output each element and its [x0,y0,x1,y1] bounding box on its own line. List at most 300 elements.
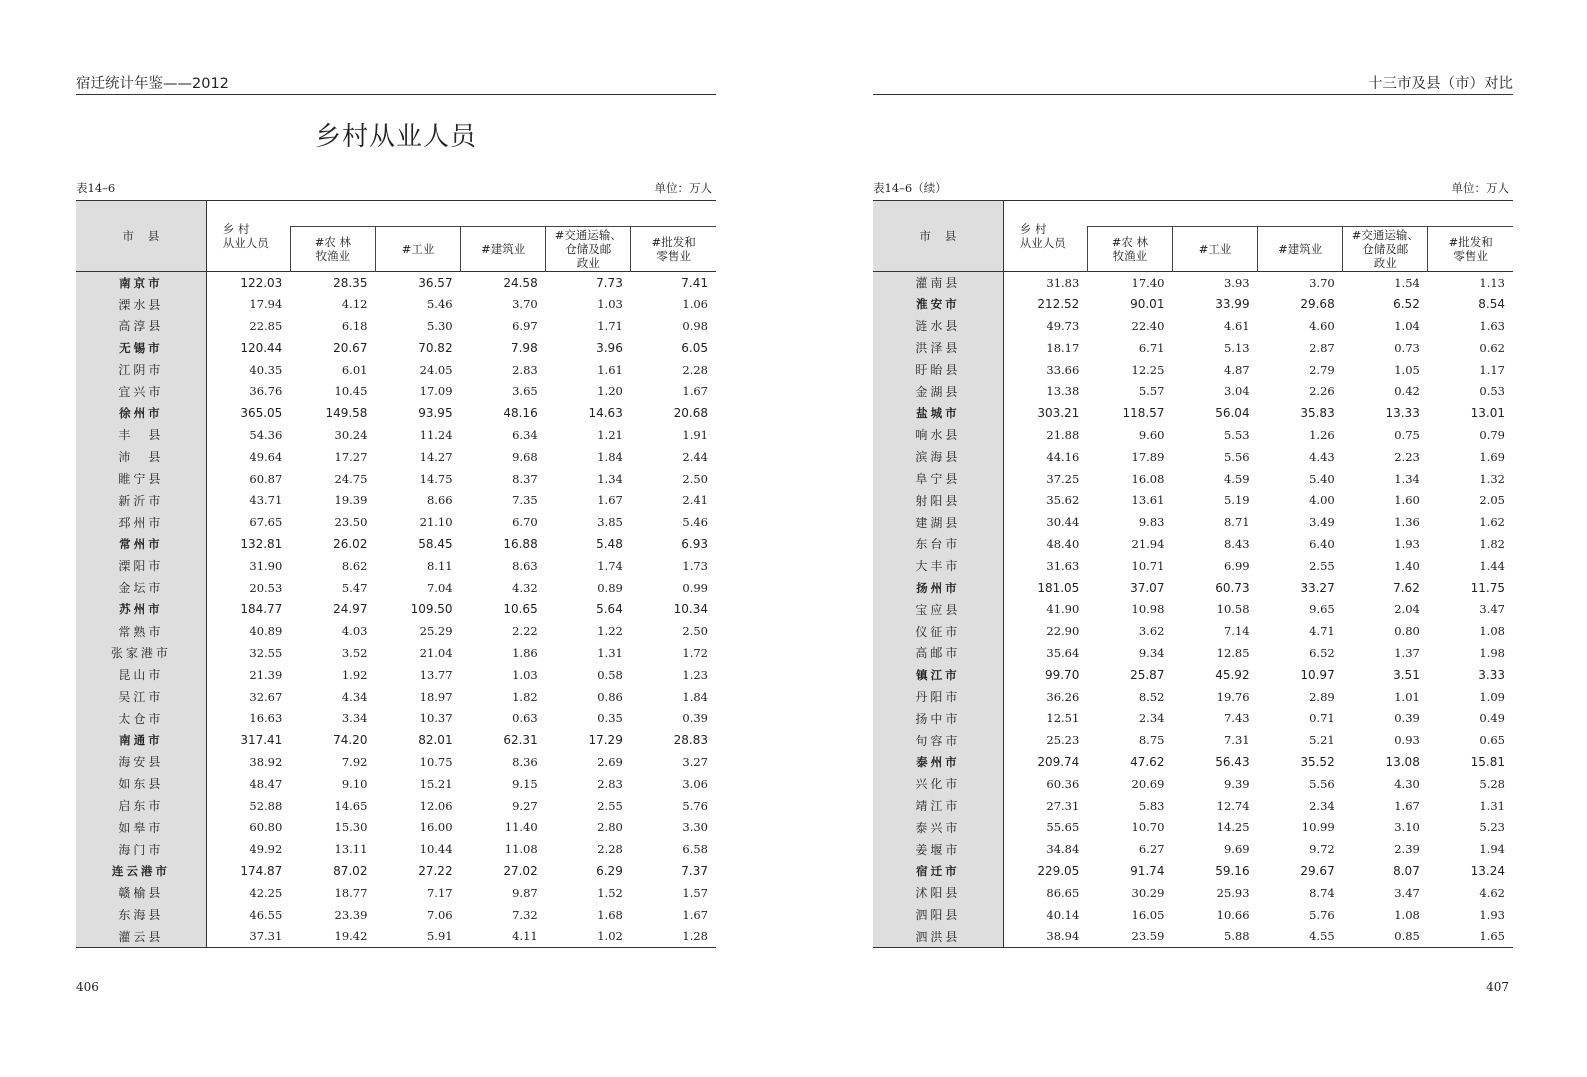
value-cell: 2.83 [512,362,538,377]
value-cell: 6.40 [1309,536,1335,551]
region-name: 高邮市 [873,642,1003,664]
region-name: 涟水县 [873,315,1003,337]
region-name: 泗阳县 [873,904,1003,926]
value-cell: 6.70 [512,515,538,530]
value-cell: 6.58 [682,842,708,857]
unit-label: 单位：万人 [1451,181,1509,195]
value-cell: 82.01 [418,733,453,748]
region-name: 启东市 [76,795,206,817]
value-cell: 5.40 [1309,471,1335,486]
value-cell: 4.62 [1479,885,1505,900]
value-cell: 14.63 [588,406,623,421]
value-cell: 1.22 [597,624,623,639]
value-cell: 1.84 [597,449,623,464]
value-cell: 5.30 [426,318,453,333]
value-cell: 29.67 [1300,863,1335,878]
table-row [873,838,1513,860]
value-cell: 1.82 [1479,536,1505,551]
value-cell: 9.27 [512,798,538,813]
value-cell: 10.70 [1131,820,1165,835]
value-cell: 122.03 [240,275,283,290]
value-cell: 56.04 [1215,406,1250,421]
region-name: 大丰市 [873,555,1003,577]
value-cell: 174.87 [240,863,283,878]
region-name: 泰兴市 [873,816,1003,838]
value-cell: 5.21 [1309,733,1335,748]
value-cell: 32.55 [249,645,283,660]
value-cell: 13.01 [1470,406,1505,421]
value-cell: 15.30 [334,820,368,835]
region-name: 连云港市 [76,860,206,882]
value-cell: 2.79 [1309,362,1335,377]
value-cell: 40.89 [249,624,283,639]
region-name: 宿迁市 [873,860,1003,882]
value-cell: 0.58 [597,667,623,682]
value-cell: 6.71 [1138,340,1165,355]
value-cell: 9.60 [1138,427,1165,442]
value-cell: 0.89 [597,580,623,595]
region-name: 如皋市 [76,816,206,838]
value-cell: 5.28 [1479,776,1505,791]
value-cell: 2.39 [1394,842,1420,857]
region-name: 兴化市 [873,773,1003,795]
value-cell: 9.10 [341,776,368,791]
value-cell: 33.66 [1046,362,1080,377]
header-spacer [1087,201,1513,227]
value-cell: 10.66 [1216,907,1250,922]
value-cell: 317.41 [240,733,283,748]
value-cell: 2.26 [1309,384,1335,399]
value-cell: 25.23 [1046,733,1080,748]
table-row [873,359,1513,381]
value-cell: 7.43 [1223,711,1250,726]
value-cell: 9.87 [512,885,538,900]
region-name: 沛 县 [76,446,206,468]
value-cell: 1.21 [597,427,623,442]
book-title: 宿迁统计年鉴——2012 [76,76,229,92]
value-cell: 8.66 [426,493,453,508]
table-row [76,729,716,751]
value-cell: 7.62 [1393,580,1420,595]
value-cell: 209.74 [1037,754,1080,769]
value-cell: 6.05 [681,340,708,355]
table-row [873,380,1513,402]
value-cell: 35.64 [1046,645,1080,660]
value-cell: 0.42 [1394,384,1420,399]
table-row [76,838,716,860]
region-name: 睢宁县 [76,468,206,490]
value-cell: 13.08 [1385,754,1420,769]
value-cell: 59.16 [1215,863,1250,878]
value-cell: 27.02 [503,863,538,878]
value-cell: 4.03 [341,624,368,639]
header-rural-employed: 乡 村 从业人员 [222,222,269,250]
value-cell: 7.98 [510,340,538,355]
region-name: 射阳县 [873,489,1003,511]
value-cell: 10.71 [1131,558,1165,573]
value-cell: 40.14 [1046,907,1080,922]
value-cell: 6.29 [596,863,623,878]
value-cell: 1.31 [597,645,623,660]
region-name: 海门市 [76,838,206,860]
value-cell: 10.99 [1301,820,1335,835]
value-cell: 20.53 [249,580,283,595]
value-cell: 55.65 [1046,820,1080,835]
value-cell: 17.89 [1131,449,1165,464]
value-cell: 1.02 [597,929,623,944]
value-cell: 9.34 [1138,645,1165,660]
value-cell: 1.36 [1394,515,1420,530]
unit-label: 单位：万人 [654,181,712,195]
table-row [76,620,716,642]
value-cell: 18.17 [1046,340,1080,355]
value-cell: 46.55 [249,907,283,922]
table-row [873,729,1513,751]
region-name: 泰州市 [873,751,1003,773]
header-col-2: #工业 [1172,227,1257,272]
value-cell: 25.93 [1216,885,1250,900]
value-cell: 1.73 [682,558,708,573]
region-name: 南通市 [76,729,206,751]
value-cell: 7.41 [681,275,708,290]
value-cell: 47.62 [1130,754,1165,769]
region-name: 盱眙县 [873,359,1003,381]
value-cell: 8.74 [1309,885,1335,900]
region-name: 南京市 [76,272,206,294]
value-cell: 8.54 [1478,297,1505,312]
table-row [873,686,1513,708]
value-cell: 2.83 [597,776,623,791]
value-cell: 1.32 [1479,471,1505,486]
value-cell: 36.26 [1046,689,1080,704]
value-cell: 5.13 [1223,340,1250,355]
region-name: 新沂市 [76,489,206,511]
value-cell: 9.15 [512,776,538,791]
value-cell: 1.26 [1309,427,1335,442]
value-cell: 5.53 [1223,427,1250,442]
value-cell: 4.12 [341,297,368,312]
value-cell: 6.97 [512,318,538,333]
value-cell: 17.40 [1131,275,1165,290]
region-name: 宜兴市 [76,380,206,402]
value-cell: 8.63 [512,558,538,573]
value-cell: 4.87 [1223,362,1250,377]
value-cell: 1.04 [1394,318,1420,333]
value-cell: 18.97 [419,689,453,704]
header-col-5: #批发和 零售业 [631,227,716,272]
value-cell: 30.24 [334,427,368,442]
table-number: 表14–6 [76,181,116,195]
value-cell: 9.65 [1309,602,1335,617]
region-name: 赣榆县 [76,882,206,904]
value-cell: 1.68 [597,907,623,922]
value-cell: 2.34 [1138,711,1165,726]
value-cell: 365.05 [240,406,283,421]
table-row [76,860,716,882]
table-meta-right [873,180,1513,196]
value-cell: 4.11 [512,929,538,944]
value-cell: 4.59 [1223,471,1250,486]
value-cell: 0.35 [597,711,623,726]
value-cell: 19.76 [1216,689,1250,704]
value-cell: 29.68 [1300,297,1335,312]
value-cell: 4.71 [1309,624,1335,639]
value-cell: 10.65 [503,602,538,617]
value-cell: 10.98 [1131,602,1165,617]
value-cell: 42.25 [249,885,283,900]
region-name: 沭阳县 [873,882,1003,904]
value-cell: 1.20 [597,384,623,399]
value-cell: 2.44 [682,449,708,464]
value-cell: 0.53 [1479,384,1505,399]
value-cell: 3.96 [596,340,623,355]
value-cell: 9.39 [1223,776,1250,791]
value-cell: 4.32 [512,580,538,595]
table-row [873,620,1513,642]
value-cell: 1.67 [597,493,623,508]
value-cell: 8.36 [512,754,538,769]
value-cell: 4.34 [341,689,368,704]
value-cell: 2.41 [682,493,708,508]
table-row [76,555,716,577]
value-cell: 0.73 [1394,340,1420,355]
value-cell: 2.87 [1309,340,1335,355]
table-row [76,511,716,533]
value-cell: 0.63 [512,711,538,726]
value-cell: 184.77 [240,602,283,617]
value-cell: 7.92 [341,754,368,769]
table-row [76,598,716,620]
value-cell: 1.54 [1394,275,1420,290]
value-cell: 132.81 [240,536,283,551]
value-cell: 21.39 [249,667,283,682]
value-cell: 2.34 [1309,798,1335,813]
value-cell: 8.37 [512,471,538,486]
value-cell: 28.83 [673,733,708,748]
value-cell: 36.76 [249,384,283,399]
value-cell: 1.67 [682,907,708,922]
table-row [873,489,1513,511]
value-cell: 3.47 [1394,885,1420,900]
value-cell: 1.17 [1479,362,1505,377]
region-name: 靖江市 [873,795,1003,817]
value-cell: 91.74 [1130,863,1165,878]
value-cell: 3.49 [1309,515,1335,530]
value-cell: 3.04 [1223,384,1250,399]
value-cell: 16.08 [1131,471,1165,486]
value-cell: 1.72 [682,645,708,660]
value-cell: 0.79 [1479,427,1505,442]
value-cell: 3.70 [1309,275,1335,290]
table-row [873,816,1513,838]
value-cell: 6.52 [1309,645,1335,660]
table-row [76,533,716,555]
value-cell: 22.40 [1131,318,1165,333]
value-cell: 4.43 [1309,449,1335,464]
value-cell: 6.18 [341,318,368,333]
value-cell: 21.88 [1046,427,1080,442]
value-cell: 2.05 [1479,493,1505,508]
region-name: 阜宁县 [873,468,1003,490]
value-cell: 2.55 [597,798,623,813]
value-cell: 10.37 [419,711,453,726]
region-name: 灌南县 [873,272,1003,294]
value-cell: 27.31 [1046,798,1080,813]
value-cell: 58.45 [418,536,453,551]
value-cell: 86.65 [1046,885,1080,900]
value-cell: 3.70 [512,297,538,312]
value-cell: 2.04 [1394,602,1420,617]
header-col-4: #交通运输、 仓储及邮 政业 [1343,227,1428,272]
value-cell: 60.80 [249,820,283,835]
table-row [873,555,1513,577]
value-cell: 60.73 [1215,580,1250,595]
value-cell: 20.67 [333,340,368,355]
table-row [76,773,716,795]
table-row [873,315,1513,337]
value-cell: 60.36 [1046,776,1080,791]
region-name: 太仓市 [76,707,206,729]
table-row [873,860,1513,882]
value-cell: 6.01 [341,362,368,377]
value-cell: 13.24 [1470,863,1505,878]
value-cell: 56.43 [1215,754,1250,769]
section-title: 十三市及县（市）对比 [1368,76,1513,92]
table-row [76,904,716,926]
value-cell: 181.05 [1037,580,1080,595]
value-cell: 1.86 [512,645,538,660]
value-cell: 10.45 [334,384,368,399]
value-cell: 48.47 [249,776,283,791]
value-cell: 9.68 [512,449,538,464]
value-cell: 7.04 [426,580,453,595]
value-cell: 3.62 [1138,624,1165,639]
header-col-3: #建筑业 [461,227,546,272]
value-cell: 90.01 [1130,297,1165,312]
value-cell: 13.61 [1131,493,1165,508]
value-cell: 229.05 [1037,863,1080,878]
value-cell: 22.85 [249,318,283,333]
value-cell: 8.11 [426,558,453,573]
value-cell: 28.35 [333,275,368,290]
region-name: 东台市 [873,533,1003,555]
region-name: 句容市 [873,729,1003,751]
value-cell: 1.23 [682,667,708,682]
right-page [873,0,1513,1077]
value-cell: 14.75 [419,471,453,486]
value-cell: 4.00 [1309,493,1335,508]
table-row [873,642,1513,664]
value-cell: 1.93 [1394,536,1420,551]
table-row [873,795,1513,817]
value-cell: 48.40 [1046,536,1080,551]
header-region: 市县 [76,201,206,272]
region-name: 灌云县 [76,925,206,947]
value-cell: 60.87 [249,471,283,486]
region-name: 邳州市 [76,511,206,533]
header-col-3: #建筑业 [1258,227,1343,272]
value-cell: 5.83 [1138,798,1165,813]
value-cell: 20.69 [1131,776,1165,791]
value-cell: 14.65 [334,798,368,813]
value-cell: 0.80 [1394,624,1420,639]
region-name: 无锡市 [76,337,206,359]
value-cell: 49.64 [249,449,283,464]
value-cell: 70.82 [418,340,453,355]
table-row [76,380,716,402]
value-cell: 26.02 [333,536,368,551]
page-title: 乡村从业人员 [314,122,477,152]
value-cell: 7.14 [1223,624,1250,639]
region-name: 建湖县 [873,511,1003,533]
region-name: 常州市 [76,533,206,555]
value-cell: 7.32 [512,907,538,922]
value-cell: 40.35 [249,362,283,377]
value-cell: 5.48 [596,536,623,551]
header-col-2: #工业 [375,227,460,272]
value-cell: 49.73 [1046,318,1080,333]
table-row [873,598,1513,620]
value-cell: 0.86 [597,689,623,704]
value-cell: 1.61 [597,362,623,377]
value-cell: 3.30 [682,820,708,835]
value-cell: 35.83 [1300,406,1335,421]
region-name: 宝应县 [873,598,1003,620]
value-cell: 0.75 [1394,427,1420,442]
value-cell: 149.58 [325,406,368,421]
value-cell: 0.39 [682,711,708,726]
value-cell: 14.27 [419,449,453,464]
value-cell: 93.95 [418,406,453,421]
table-row [873,925,1513,947]
value-cell: 9.72 [1309,842,1335,857]
value-cell: 17.94 [249,297,283,312]
value-cell: 1.37 [1394,645,1420,660]
value-cell: 2.28 [682,362,708,377]
region-name: 淮安市 [873,293,1003,315]
value-cell: 1.65 [1479,929,1505,944]
value-cell: 24.58 [503,275,538,290]
region-name: 盐城市 [873,402,1003,424]
region-name: 金湖县 [873,380,1003,402]
value-cell: 0.62 [1479,340,1505,355]
value-cell: 0.71 [1309,711,1335,726]
value-cell: 8.43 [1223,536,1250,551]
value-cell: 2.80 [597,820,623,835]
table-row [873,773,1513,795]
value-cell: 1.40 [1394,558,1420,573]
running-head-left [76,72,716,95]
table-row [873,751,1513,773]
value-cell: 1.01 [1394,689,1420,704]
value-cell: 16.05 [1131,907,1165,922]
value-cell: 0.93 [1394,733,1420,748]
value-cell: 2.50 [682,471,708,486]
region-name: 如东县 [76,773,206,795]
table-row [873,577,1513,599]
value-cell: 1.08 [1394,907,1420,922]
data-table-left [76,200,716,948]
table-row [76,707,716,729]
value-cell: 16.63 [249,711,283,726]
value-cell: 67.65 [249,515,283,530]
value-cell: 5.76 [1309,907,1335,922]
value-cell: 1.13 [1479,275,1505,290]
value-cell: 5.56 [1309,776,1335,791]
running-head-right [873,72,1513,95]
table-row [873,293,1513,315]
value-cell: 52.88 [249,798,283,813]
